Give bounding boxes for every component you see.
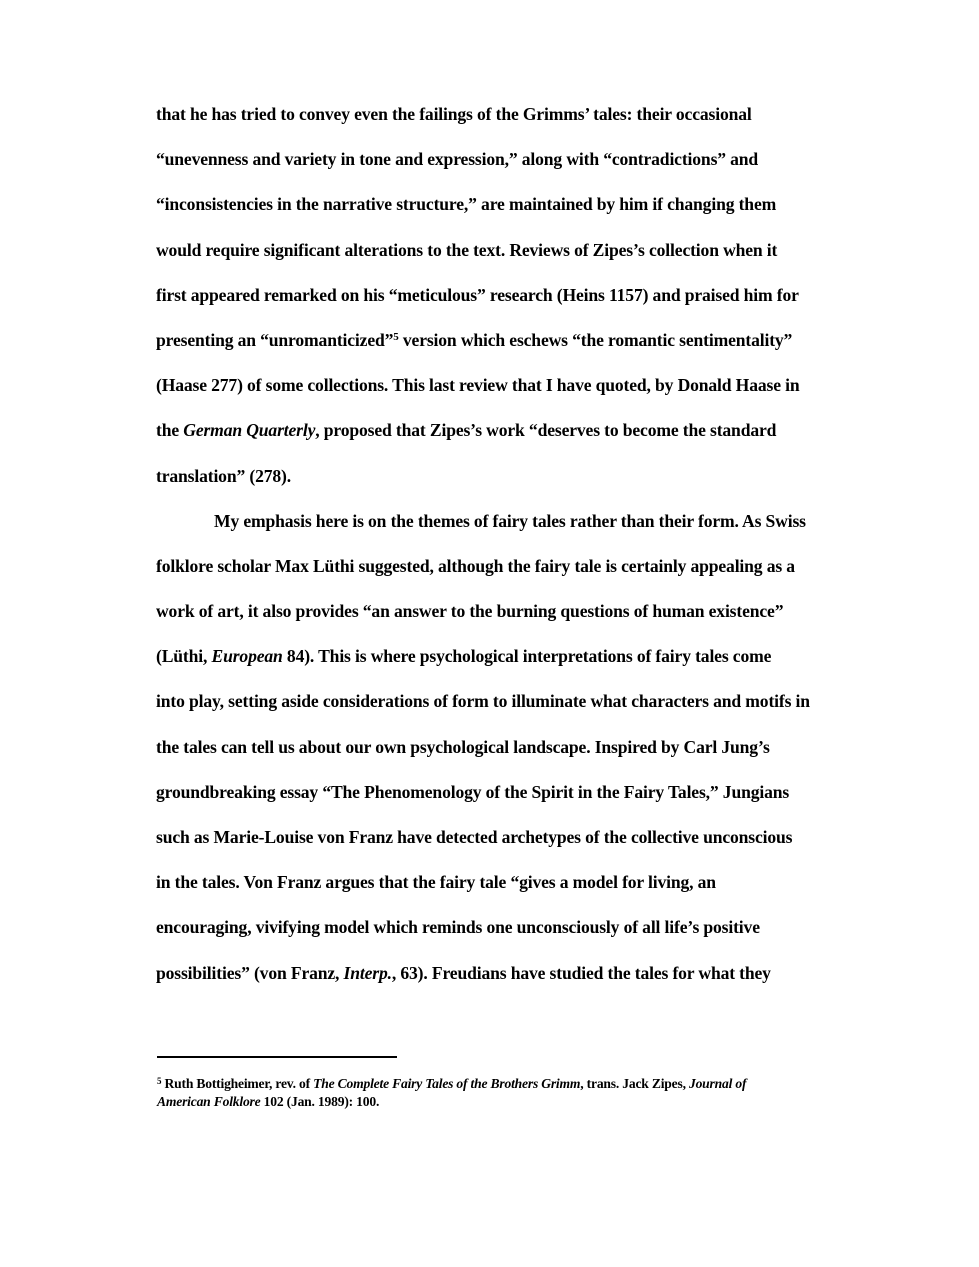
body-text <box>156 96 876 1000</box>
text-line: folklore scholar Max Lüthi suggested, although the fairy tale is certainly appealing as a <box>156 555 795 576</box>
text-line <box>156 955 876 1000</box>
footnote-reference[interactable]: 5 <box>393 330 399 343</box>
paragraph-first-line: My emphasis here is on the themes of fairy tales rather than their form. As Swiss <box>214 510 806 531</box>
text-line: the tales can tell us about our own psychological landscape. Inspired by Carl Jung’s <box>156 736 770 757</box>
italic-title: The Complete Fairy Tales of the Brothers Grimm <box>313 1076 581 1091</box>
text-line: (Haase 277) of some collections. This last review that I have quoted, by Donald Haase in <box>156 375 800 396</box>
text-run: , proposed that Zipes’s work “deserves to become the standard <box>315 420 777 441</box>
text-run: presenting an “unromanticized” <box>156 329 394 350</box>
text-line <box>156 638 876 683</box>
italic-title: Interp. <box>343 962 392 983</box>
text-line: such as Marie-Louise von Franz have detected archetypes of the collective unconscious <box>156 827 793 847</box>
footnote-number: 5 <box>157 1076 162 1086</box>
italic-title: German Quarterly <box>183 420 316 441</box>
text-line: would require significant alterations to the text. Reviews of Zipes’s collection when it <box>156 239 778 260</box>
text-line: “unevenness and variety in tone and expression,” along with “contradictions” and <box>156 149 759 170</box>
text-run: (Lüthi, <box>156 646 212 667</box>
text-line: into play, setting aside considerations of form to illuminate what characters and motifs in <box>156 691 810 712</box>
italic-title: European <box>211 646 283 667</box>
footnote-line <box>157 1075 877 1093</box>
text-line: in the tales. Von Franz argues that the fairy tale “gives a model for living, an <box>156 872 716 893</box>
text-run: the <box>156 420 184 441</box>
text-line: translation” (278). <box>156 465 291 486</box>
text-run: 84). This is where psychological interpretations of fairy tales come <box>282 646 772 667</box>
text-run: , trans. Jack Zipes, <box>580 1076 689 1091</box>
text-run: possibilities” (von Franz, <box>156 962 344 983</box>
text-run: , 63). Freudians have studied the tales for what they <box>391 962 771 983</box>
text-line: groundbreaking essay “The Phenomenology of the Spirit in the Fairy Tales,” Jungians <box>156 781 790 802</box>
footnote <box>157 1075 877 1111</box>
text-line: work of art, it also provides “an answer to the burning questions of human existence” <box>156 601 784 622</box>
text-run: 102 (Jan. 1989): 100. <box>260 1094 380 1109</box>
text-line: first appeared remarked on his “meticulous” research (Heins 1157) and praised him for <box>156 284 799 305</box>
text-run: version which eschews “the romantic sentimentality” <box>398 329 793 350</box>
italic-title: American Folklore <box>157 1094 261 1109</box>
footnote-divider <box>157 1056 397 1058</box>
text-line <box>156 412 876 457</box>
footnote-line <box>157 1093 877 1111</box>
text-line: “inconsistencies in the narrative structure,” are maintained by him if changing them <box>156 194 777 215</box>
text-line: encouraging, vivifying model which reminds one unconsciously of all life’s positive <box>156 917 760 938</box>
text-line <box>156 322 876 367</box>
text-run: Ruth Bottigheimer, rev. of <box>161 1076 314 1091</box>
text-line: that he has tried to convey even the failings of the Grimms’ tales: their occasional <box>156 104 752 124</box>
italic-title: Journal of <box>688 1076 747 1091</box>
